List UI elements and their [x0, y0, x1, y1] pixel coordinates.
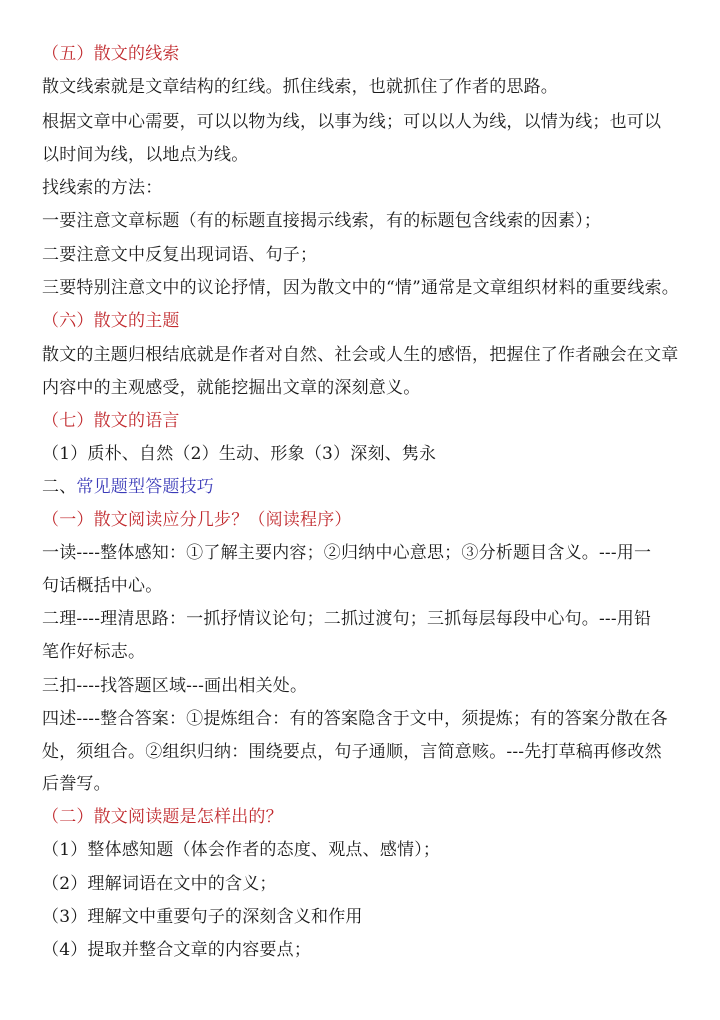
part-heading — [42, 475, 712, 499]
list-item: （2）理解词语在文中的含义； — [42, 874, 277, 894]
paragraph-line: 找线索的方法： — [42, 178, 163, 198]
paragraph-line: 处，须组合。②组织归纳：围绕要点，句子通顺，言简意赅。---先打草稿再修改然 — [42, 742, 662, 762]
paragraph-line: 笔作好标志。 — [42, 642, 146, 662]
section-heading-reading-steps: （一）散文阅读应分几步？（阅读程序） — [42, 510, 352, 530]
list-item: （4）提取并整合文章的内容要点； — [42, 940, 312, 960]
paragraph-line: 四述----整合答案：①提炼组合：有的答案隐含于文中，须提炼；有的答案分散在各 — [42, 709, 668, 729]
list-item: （3）理解文中重要句子的深刻含义和作用 — [42, 907, 363, 927]
paragraph-line: 二理----理清思路：一抓抒情议论句；二抓过渡句；三抓每层每段中心句。---用铅 — [42, 609, 652, 629]
paragraph-line: 后誊写。 — [42, 774, 111, 794]
paragraph-line: 散文线索就是文章结构的红线。抓住线索，也就抓住了作者的思路。 — [42, 77, 558, 97]
paragraph-line: 二要注意文中反复出现词语、句子； — [42, 245, 318, 265]
section-heading-clue: （五）散文的线索 — [42, 44, 180, 64]
paragraph-line: 一读----整体感知：①了解主要内容；②归纳中心意思；③分析题目含义。---用一 — [42, 543, 652, 563]
paragraph-line: 三扣----找答题区域---画出相关处。 — [42, 676, 308, 696]
paragraph-line: 根据文章中心需要，可以以物为线，以事为线；可以以人为线，以情为线；也可以 — [42, 112, 662, 132]
paragraph-line: 句话概括中心。 — [42, 576, 163, 596]
part-heading-number: 二、 — [42, 477, 77, 497]
section-heading-language: （七）散文的语言 — [42, 411, 180, 431]
paragraph-line: 三要特别注意文中的议论抒情，因为散文中的“情”通常是文章组织材料的重要线索。 — [42, 278, 679, 298]
paragraph-line: （1）质朴、自然（2）生动、形象（3）深刻、隽永 — [42, 444, 437, 464]
section-heading-question-types: （二）散文阅读题是怎样出的？ — [42, 807, 283, 827]
paragraph-line: 以时间为线，以地点为线。 — [42, 145, 249, 165]
paragraph-line: 一要注意文章标题（有的标题直接揭示线索，有的标题包含线索的因素）； — [42, 211, 602, 231]
list-item: （1）整体感知题（体会作者的态度、观点、感情）； — [42, 840, 441, 860]
part-heading-title: 常见题型答题技巧 — [76, 477, 215, 497]
paragraph-line: 内容中的主观感受，就能挖掘出文章的深刻意义。 — [42, 378, 421, 398]
section-heading-theme: （六）散文的主题 — [42, 311, 180, 331]
paragraph-line: 散文的主题归根结底就是作者对自然、社会或人生的感悟，把握住了作者融会在文章 — [42, 345, 679, 365]
